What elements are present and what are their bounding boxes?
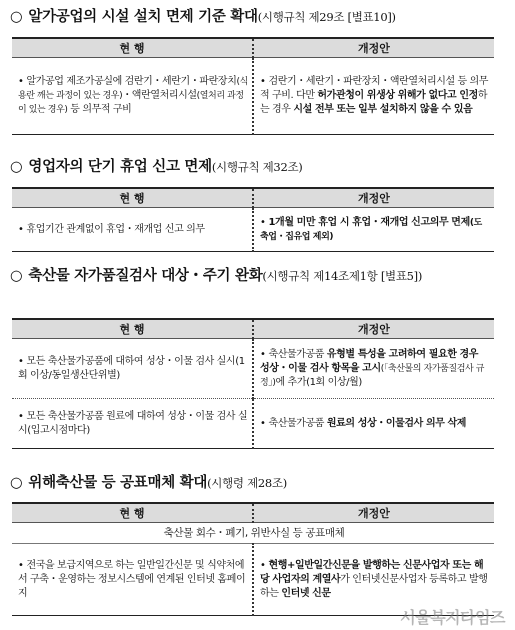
section-heading [10,8,505,27]
comparison-table-disclosure-media [12,502,494,616]
section-title: 영업자의 단기 휴업 신고 면제 [28,159,212,175]
current-cell: • 전국을 보급지역으로 하는 일반일간신문 및 식약처에서 구축・운영하는 정보시스템에 연계된 인터넷 홈페이지 [18,559,246,599]
circle-marker: ○ [10,159,23,175]
column-header-current: 현 행 [12,188,253,208]
revised-cell: • 축산물가공품 원료의 성상・이물검사 의무 삭제 [253,399,494,449]
current-cell: • 알가공업 제조가공실에 검란기・세란기・파란장치(식용란 깨는 과정이 있는 경우)・액란열처리시설(열처리 과정이 있는 경우) 등 의무적 구비 [18,76,248,115]
section-self-quality-inspection [10,266,505,287]
section-reference: (시행규칙 제32조) [211,160,303,174]
column-header-current: 현 행 [12,503,253,523]
revised-cell: • 현행+일반일간신문을 발행하는 신문사업자 또는 해당 사업자의 계열사가 인터넷신문사업자 등록하고 발행하는 인터넷 신문 [253,544,494,616]
section-heading [10,158,505,177]
section-title: 알가공업의 시설 설치 면제 기준 확대 [28,9,258,25]
circle-marker: ○ [10,268,23,284]
column-header-revised: 개정안 [253,38,494,58]
section-heading [10,266,505,287]
column-header-revised: 개정안 [253,319,494,339]
comparison-table-egg-processing [12,37,494,135]
current-cell: • 모든 축산물가공품 원료에 대하여 성상・이물 검사 실시(입고시점마다) [12,399,253,449]
current-cell: • 휴업기간 관계없이 휴업・재개업 신고 의무 [18,223,205,235]
shared-subject-row: 축산물 회수・폐기, 위반사실 등 공표매체 [12,523,494,544]
section-heading [10,474,505,493]
revised-cell: • 검란기・세란기・파란장치・액란열처리시설 등 의무적 구비. 다만 허가관청이 위생상 위해가 없다고 인정하는 경우 시설 전부 또는 일부 설치하지 않을 수 있음 [253,58,494,135]
section-disclosure-media [10,474,505,493]
current-cell: • 모든 축산물가공품에 대하여 성상・이물 검사 실시(1회 이상/동일생산단위별) [18,355,245,381]
section-title: 위해축산물 등 공표매체 확대 [28,475,208,491]
section-reference: (시행규칙 제29조 [별표10]) [257,10,396,24]
comparison-table-self-quality-inspection [12,318,494,449]
section-short-closure [10,158,505,177]
column-header-revised: 개정안 [253,503,494,523]
column-header-revised: 개정안 [253,188,494,208]
section-reference: (시행규칙 제14조제1항 [별표5]) [262,269,423,283]
column-header-current: 현 행 [12,38,253,58]
section-egg-processing [10,8,505,27]
comparison-table-short-closure [12,187,494,252]
section-reference: (시행령 제28조) [207,476,287,490]
circle-marker: ○ [10,9,23,25]
watermark: 서울복지타임즈 [400,608,505,627]
revised-cell: • 1개월 미만 휴업 시 휴업・재개업 신고의무 면제(도축업・집유업 제외) [253,208,494,252]
section-title: 축산물 자가품질검사 대상・주기 완화 [28,268,263,284]
column-header-current: 현 행 [12,319,253,339]
revised-cell: • 축산물가공품 유형별 특성을 고려하여 필요한 경우 성상・이물 검사 항목을 고시(「축산물의 자가품질검사 규정」)에 추가(1회 이상/월) [253,339,494,399]
circle-marker: ○ [10,475,23,491]
